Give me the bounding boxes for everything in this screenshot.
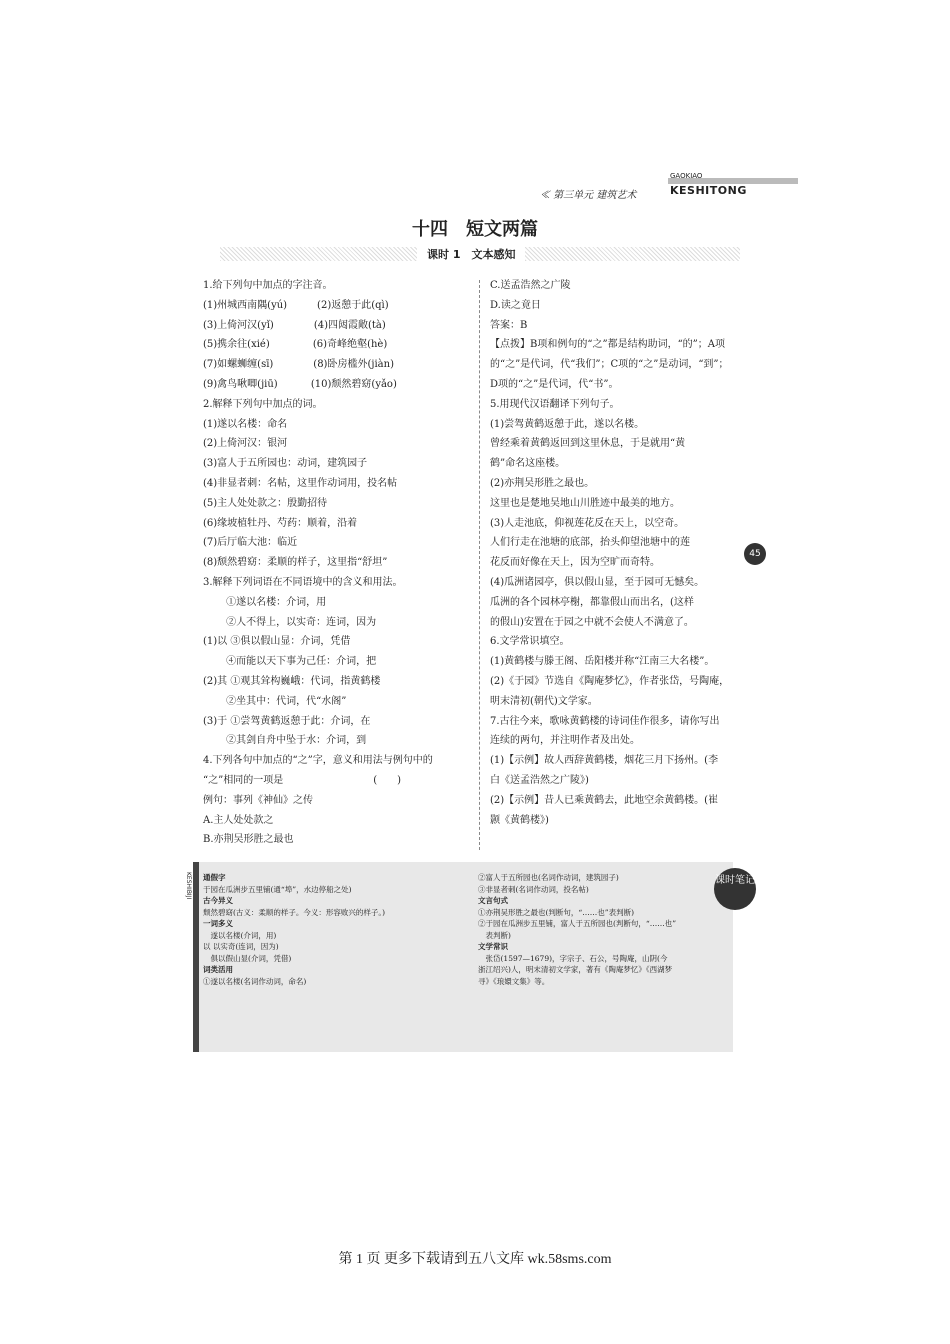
notes-heading: 古今异义	[203, 896, 233, 905]
notes-line: ②于园在瓜洲步五里铺，富人于五所园也(判断句，“……也”	[478, 919, 677, 928]
text-line: (2)【示例】昔人已乘黄鹤去，此地空余黄鹤楼。(崔	[490, 794, 719, 806]
text-line: (4)瓜洲诸园亭，俱以假山显，至于园可无憾矣。	[490, 576, 705, 588]
text-line: 的假山)安置在于园之中就不会使人不满意了。	[490, 616, 694, 628]
text-line: (1)【示例】故人西辞黄鹤楼，烟花三月下扬州。(李	[490, 755, 719, 767]
text-line: (2)《于园》节选自《陶庵梦忆》，作者张岱，号陶庵，	[490, 675, 730, 687]
text-line: D项的“之”是代词，代“书”。	[490, 378, 619, 390]
text-line: (2)上倚河汉：银河	[203, 438, 288, 450]
lesson-subtitle: 课时 1 文本感知	[417, 246, 525, 262]
notes-heading: 一词多义	[203, 919, 233, 928]
text-line: ①遂以名楼：介词，用	[203, 596, 327, 608]
notes-side-label: KESHIBIJI	[185, 872, 192, 900]
text-line: (1)黄鹤楼与滕王阁、岳阳楼并称“江南三大名楼”。	[490, 656, 715, 668]
text-line: 明末清初(朝代)文学家。	[490, 695, 598, 707]
notes-line: ③非显者刺(名词作动词，投名帖)	[478, 884, 589, 894]
text-line: (3)于 ①尝驾黄鹤返憩于此：介词，在	[203, 715, 371, 727]
text-line: “之”相同的一项是 ( )	[203, 774, 402, 786]
text-line: 3.解释下列词语在不同语境中的含义和用法。	[203, 576, 403, 588]
text-line: 鹤”命名这座楼。	[490, 458, 566, 470]
text-line: 连续的两句，并注明作者及出处。	[490, 735, 640, 747]
notes-badge: 课时笔记	[714, 868, 756, 910]
notes-line: 寻》《琅嬛文集》等。	[478, 976, 550, 986]
text-line: (5)主人处处款之：殷勤招待	[203, 497, 328, 509]
text-line: C.送孟浩然之广陵	[490, 280, 571, 291]
text-line: 5.用现代汉语翻译下列句子。	[490, 398, 620, 410]
text-line: 答案：B	[490, 319, 528, 331]
text-line: 的“之”是代词，代“我们”；C项的“之”是动词，“到”；	[490, 359, 729, 371]
lesson-title: 十四 短文两篇	[412, 219, 538, 240]
text-line: D.读之竟日	[490, 299, 541, 311]
notes-line: 于园在瓜洲步五里铺(通“埠”，水边停船之处)	[203, 884, 352, 894]
notes-sidebar	[193, 862, 199, 1052]
text-line: 这里也是楚地吴地山川胜迹中最美的地方。	[490, 497, 680, 509]
text-line: B.亦荆吴形胜之最也	[203, 834, 294, 846]
notes-left-column	[203, 872, 473, 987]
notes-line: 以 以实奇(连词，因为)	[203, 942, 279, 951]
text-line: 曾经乘着黄鹤返回到这里休息，于是就用“黄	[490, 438, 686, 450]
notes-line: ①亦荆吴形胜之最也(判断句，“……也”表判断)	[478, 907, 635, 917]
page-footer: 第 1 页 更多下载请到五八文库 wk.58sms.com	[338, 1252, 612, 1267]
notes-right-column	[478, 872, 728, 987]
text-line: 【点拨】B项和例句的“之”都是结构助词，“的”；A项	[490, 339, 726, 351]
text-line: (2)亦荆吴形胜之最也。	[490, 477, 595, 489]
text-line: (1)州城西南隅(yú) (2)返憩于此(qì)	[203, 299, 389, 311]
notes-heading: 文言句式	[478, 896, 508, 905]
text-line: (1)遂以名楼：命名	[203, 418, 288, 430]
notes-heading: 通假字	[203, 873, 226, 882]
text-line: (2)其 ①观其耸构巍峨：代词，指黄鹤楼	[203, 675, 381, 687]
notes-heading: 词类活用	[203, 965, 233, 974]
text-line: 2.解释下列句中加点的词。	[203, 398, 323, 410]
notes-line: 颓然碧窈(古义：柔顺的样子。今义：形容败兴的样子。)	[203, 907, 386, 917]
text-line: ②人不得上，以实奇：连词，因为	[203, 616, 377, 628]
text-line: 例句：事列《神仙》之传	[203, 794, 313, 806]
text-line: ②坐其中：代词，代“水阁”	[203, 695, 347, 707]
notes-line: 张岱(1597—1679)，字宗子、石公，号陶庵，山阴(今	[478, 953, 668, 963]
unit-label: ≪ 第三单元 建筑艺术	[540, 190, 637, 201]
text-line: (6)缘坡植牡丹、芍药：顺着，沿着	[203, 517, 358, 529]
notes-line: 遂以名楼(介词，用)	[203, 930, 277, 940]
text-line: 瓜洲的各个园林亭榭，都靠假山而出名，(这样	[490, 596, 694, 608]
text-line: ④而能以天下事为己任：介词，把	[203, 656, 377, 668]
notes-line: 俱以假山显(介词，凭借)	[203, 953, 292, 963]
text-line: 6.文学常识填空。	[490, 636, 570, 648]
running-header	[540, 172, 800, 201]
header-brand: KESHITONG	[670, 184, 747, 197]
notes-line: ②富人于五所园也(名词作动词，建筑园子)	[478, 873, 619, 882]
text-line: ②其剑自舟中坠于水：介词，到	[203, 735, 367, 747]
page-number: 45	[744, 543, 766, 565]
notes-line: ①遂以名楼(名词作动词，命名)	[203, 976, 307, 986]
text-line: (1)以 ③俱以假山显：介词，凭借	[203, 636, 351, 648]
text-line: 1.给下列句中加点的字注音。	[203, 280, 333, 291]
text-line: (7)如螺蛳缠(sī) (8)卧房槛外(jiàn)	[203, 359, 394, 371]
notes-line: 表判断)	[478, 930, 511, 940]
text-line: (8)颓然碧窈：柔顺的样子，这里指“舒坦”	[203, 557, 388, 569]
left-column	[203, 276, 473, 850]
notes-line: 浙江绍兴)人，明末清初文学家，著有《陶庵梦忆》《西湖梦	[478, 965, 673, 974]
text-line: (3)人走池底，仰视莲花反在天上，以空奇。	[490, 517, 685, 529]
text-line: (3)上倚河汉(yǐ) (4)四闼霞敞(tà)	[203, 319, 386, 331]
text-line: 人们行走在池塘的底部，抬头仰望池塘中的莲	[490, 537, 690, 549]
text-line: 花反而好像在天上，因为空旷而奇特。	[490, 557, 660, 569]
text-line: (3)富人于五所园也：动词，建筑园子	[203, 458, 368, 470]
text-line: 7.古往今来，歌咏黄鹤楼的诗词佳作很多，请你写出	[490, 715, 720, 727]
text-line: (4)非显者刺：名帖，这里作动词用，投名帖	[203, 477, 398, 489]
text-line: (9)禽鸟啾唧(jiū) (10)颓然碧窈(yǎo)	[203, 378, 397, 390]
text-line: 白《送孟浩然之广陵》)	[490, 774, 589, 786]
notes-heading: 文学常识	[478, 942, 508, 951]
text-line: 4.下列各句中加点的“之”字，意义和用法与例句中的	[203, 755, 433, 767]
text-line: A.主人处处款之	[203, 814, 274, 826]
text-line: 颢《黄鹤楼》)	[490, 814, 549, 826]
header-series-label: GAOKIAO	[670, 172, 703, 180]
text-line: (1)尝驾黄鹤返憩于此，遂以名楼。	[490, 418, 645, 430]
column-divider	[479, 280, 480, 850]
text-line: (5)携余往(xié) (6)奇峰绝壑(hè)	[203, 339, 388, 351]
notes-panel	[185, 862, 733, 1052]
right-column	[490, 276, 750, 830]
text-line: (7)后厅临大池：临近	[203, 537, 298, 549]
